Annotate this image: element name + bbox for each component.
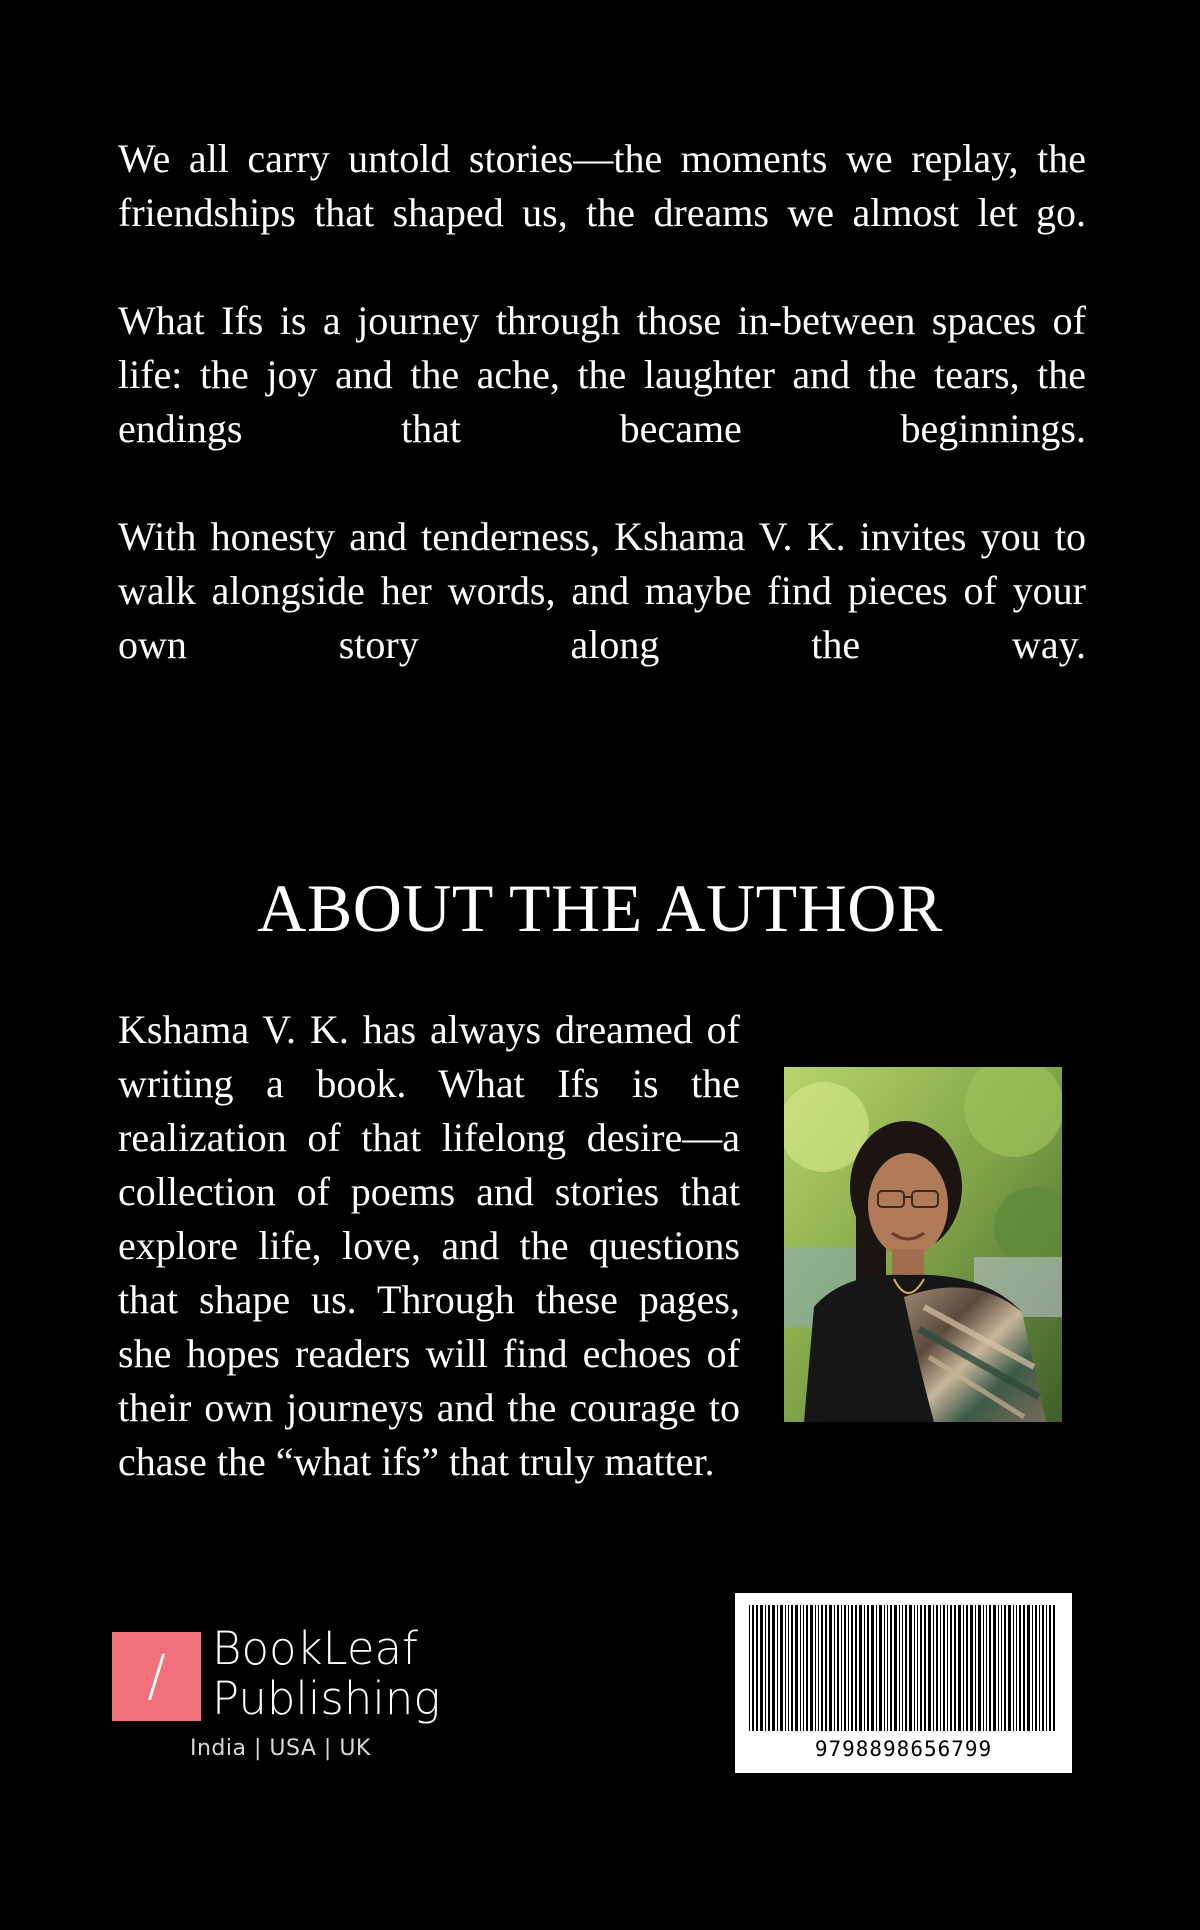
- blurb-paragraph: We all carry untold stories—the moments we replay, the friendships that shaped us, the dreams we almost let go.: [118, 136, 1086, 235]
- blurb-paragraph: With honesty and tenderness, Kshama V. K. invites you to walk alongside her words, and maybe find pieces of your own story along the way.: [118, 514, 1086, 667]
- publisher-name-line2: Publishing: [212, 1672, 441, 1725]
- author-photo: [784, 1067, 1062, 1422]
- publisher-name: [212, 1624, 440, 1724]
- about-author-heading: ABOUT THE AUTHOR: [257, 870, 943, 946]
- publisher-mark: [112, 1632, 201, 1721]
- publisher-regions: India | USA | UK: [190, 1736, 371, 1761]
- blurb-paragraph: What Ifs is a journey through those in-between spaces of life: the joy and the ache, the laughter and the tears, the endings that became beginnings.: [118, 298, 1086, 451]
- barcode-bars: [747, 1605, 1060, 1731]
- slash-icon: /: [147, 1644, 166, 1709]
- about-author-text: Kshama V. K. has always dreamed of writing a book. What Ifs is the realization of that lifelong desire—a collection of poems and stories that explore life, love, and the questions that shape us. Through these pages, she hopes readers will find echoes of their own journeys and the courage to chase the “what ifs” that truly matter.: [118, 1007, 740, 1484]
- back-cover-blurb: [118, 132, 1086, 726]
- barcode-number: 9798898656799: [814, 1737, 993, 1761]
- isbn-barcode: [735, 1593, 1072, 1773]
- publisher-name-line1: BookLeaf: [212, 1622, 418, 1675]
- publisher-logo: [112, 1622, 472, 1768]
